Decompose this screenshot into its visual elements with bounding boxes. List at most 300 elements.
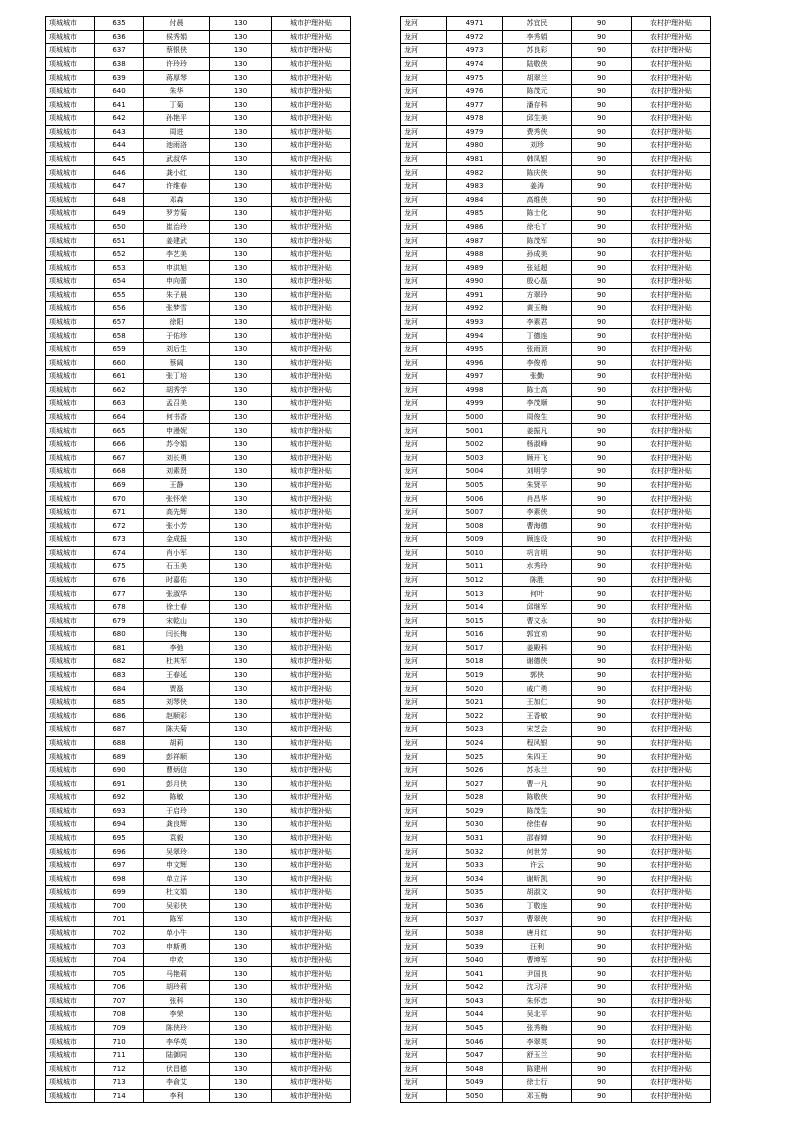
amount-cell: 130	[210, 709, 272, 723]
table-row	[401, 465, 711, 479]
name-cell: 谢昕凯	[503, 872, 572, 886]
region-cell: 项城城市	[46, 465, 95, 479]
serial-number-cell: 666	[95, 437, 144, 451]
serial-number-cell: 4981	[447, 152, 503, 166]
region-cell: 龙河	[401, 397, 447, 411]
table-row	[46, 790, 351, 804]
name-cell: 巩言明	[503, 546, 572, 560]
subsidy-type-cell: 农村护理补贴	[632, 139, 711, 153]
region-cell: 项城城市	[46, 614, 95, 628]
region-cell: 龙河	[401, 84, 447, 98]
serial-number-cell: 675	[95, 560, 144, 574]
subsidy-type-cell: 城市护理补贴	[272, 492, 351, 506]
name-cell: 谢德侠	[503, 655, 572, 669]
subsidy-type-cell: 城市护理补贴	[272, 370, 351, 384]
subsidy-type-cell: 农村护理补贴	[632, 736, 711, 750]
subsidy-type-cell: 城市护理补贴	[272, 953, 351, 967]
amount-cell: 130	[210, 614, 272, 628]
table-row	[401, 152, 711, 166]
amount-cell: 90	[572, 1062, 632, 1076]
table-row	[401, 274, 711, 288]
name-cell: 姜涛	[503, 179, 572, 193]
name-cell: 贾磊	[144, 682, 210, 696]
name-cell: 朱华	[144, 84, 210, 98]
subsidy-type-cell: 农村护理补贴	[632, 614, 711, 628]
table-row	[46, 1076, 351, 1090]
subsidy-type-cell: 农村护理补贴	[632, 682, 711, 696]
name-cell: 李艺美	[144, 247, 210, 261]
subsidy-type-cell: 城市护理补贴	[272, 44, 351, 58]
region-cell: 龙河	[401, 981, 447, 995]
serial-number-cell: 4973	[447, 44, 503, 58]
region-cell: 项城城市	[46, 994, 95, 1008]
right-subsidy-table	[400, 16, 711, 1103]
name-cell: 张淑华	[144, 587, 210, 601]
region-cell: 龙河	[401, 723, 447, 737]
subsidy-type-cell: 城市护理补贴	[272, 152, 351, 166]
table-row	[46, 139, 351, 153]
name-cell: 彭祥顺	[144, 750, 210, 764]
name-cell: 何书香	[144, 410, 210, 424]
table-row	[46, 234, 351, 248]
serial-number-cell: 4979	[447, 125, 503, 139]
table-row	[46, 505, 351, 519]
subsidy-type-cell: 城市护理补贴	[272, 994, 351, 1008]
subsidy-type-cell: 城市护理补贴	[272, 84, 351, 98]
serial-number-cell: 5031	[447, 831, 503, 845]
serial-number-cell: 701	[95, 913, 144, 927]
amount-cell: 130	[210, 125, 272, 139]
name-cell: 李茂顺	[503, 397, 572, 411]
table-row	[46, 342, 351, 356]
name-cell: 罗芳菊	[144, 207, 210, 221]
table-row	[46, 723, 351, 737]
table-row	[46, 750, 351, 764]
name-cell: 曹坤军	[503, 953, 572, 967]
amount-cell: 130	[210, 112, 272, 126]
amount-cell: 130	[210, 193, 272, 207]
amount-cell: 90	[572, 614, 632, 628]
subsidy-type-cell: 农村护理补贴	[632, 858, 711, 872]
serial-number-cell: 5034	[447, 872, 503, 886]
subsidy-type-cell: 农村护理补贴	[632, 465, 711, 479]
subsidy-type-cell: 城市护理补贴	[272, 1035, 351, 1049]
amount-cell: 90	[572, 166, 632, 180]
amount-cell: 90	[572, 1021, 632, 1035]
amount-cell: 130	[210, 600, 272, 614]
region-cell: 龙河	[401, 926, 447, 940]
name-cell: 唐月红	[503, 926, 572, 940]
region-cell: 龙河	[401, 886, 447, 900]
amount-cell: 130	[210, 777, 272, 791]
name-cell: 黄玉梅	[503, 302, 572, 316]
serial-number-cell: 5020	[447, 682, 503, 696]
subsidy-type-cell: 农村护理补贴	[632, 913, 711, 927]
subsidy-type-cell: 城市护理补贴	[272, 315, 351, 329]
subsidy-type-cell: 农村护理补贴	[632, 329, 711, 343]
table-row	[46, 478, 351, 492]
amount-cell: 90	[572, 492, 632, 506]
table-row	[401, 492, 711, 506]
subsidy-type-cell: 城市护理补贴	[272, 560, 351, 574]
name-cell: 赵顺彩	[144, 709, 210, 723]
subsidy-type-cell: 城市护理补贴	[272, 709, 351, 723]
table-row	[401, 71, 711, 85]
table-row	[401, 125, 711, 139]
table-row	[401, 560, 711, 574]
amount-cell: 130	[210, 1062, 272, 1076]
serial-number-cell: 668	[95, 465, 144, 479]
table-row	[46, 125, 351, 139]
serial-number-cell: 5047	[447, 1048, 503, 1062]
subsidy-type-cell: 农村护理补贴	[632, 1008, 711, 1022]
name-cell: 刘明学	[503, 465, 572, 479]
subsidy-type-cell: 城市护理补贴	[272, 695, 351, 709]
amount-cell: 130	[210, 981, 272, 995]
name-cell: 宋乾山	[144, 614, 210, 628]
name-cell: 丁菊	[144, 98, 210, 112]
serial-number-cell: 688	[95, 736, 144, 750]
serial-number-cell: 4978	[447, 112, 503, 126]
serial-number-cell: 5017	[447, 641, 503, 655]
name-cell: 单小牛	[144, 926, 210, 940]
amount-cell: 90	[572, 410, 632, 424]
serial-number-cell: 650	[95, 220, 144, 234]
amount-cell: 130	[210, 274, 272, 288]
region-cell: 项城城市	[46, 247, 95, 261]
region-cell: 项城城市	[46, 166, 95, 180]
amount-cell: 90	[572, 872, 632, 886]
subsidy-type-cell: 农村护理补贴	[632, 532, 711, 546]
name-cell: 王静	[144, 478, 210, 492]
subsidy-type-cell: 城市护理补贴	[272, 1021, 351, 1035]
serial-number-cell: 642	[95, 112, 144, 126]
name-cell: 彭月侠	[144, 777, 210, 791]
region-cell: 项城城市	[46, 600, 95, 614]
subsidy-type-cell: 城市护理补贴	[272, 71, 351, 85]
region-cell: 项城城市	[46, 750, 95, 764]
region-cell: 项城城市	[46, 913, 95, 927]
amount-cell: 130	[210, 573, 272, 587]
serial-number-cell: 676	[95, 573, 144, 587]
serial-number-cell: 647	[95, 179, 144, 193]
name-cell: 陈茂元	[503, 84, 572, 98]
table-row	[401, 478, 711, 492]
serial-number-cell: 654	[95, 274, 144, 288]
serial-number-cell: 4999	[447, 397, 503, 411]
amount-cell: 130	[210, 383, 272, 397]
region-cell: 龙河	[401, 736, 447, 750]
region-cell: 项城城市	[46, 587, 95, 601]
table-row	[401, 899, 711, 913]
subsidy-type-cell: 农村护理补贴	[632, 845, 711, 859]
subsidy-type-cell: 农村护理补贴	[632, 940, 711, 954]
region-cell: 龙河	[401, 492, 447, 506]
serial-number-cell: 663	[95, 397, 144, 411]
name-cell: 朱子晨	[144, 288, 210, 302]
name-cell: 李素君	[503, 315, 572, 329]
table-row	[46, 600, 351, 614]
region-cell: 项城城市	[46, 451, 95, 465]
name-cell: 沈习洋	[503, 981, 572, 995]
table-row	[401, 573, 711, 587]
amount-cell: 130	[210, 1089, 272, 1103]
serial-number-cell: 670	[95, 492, 144, 506]
region-cell: 龙河	[401, 1035, 447, 1049]
region-cell: 龙河	[401, 560, 447, 574]
amount-cell: 90	[572, 695, 632, 709]
name-cell: 朱贤平	[503, 478, 572, 492]
serial-number-cell: 4980	[447, 139, 503, 153]
amount-cell: 90	[572, 777, 632, 791]
name-cell: 张丁培	[144, 370, 210, 384]
name-cell: 陈士高	[503, 383, 572, 397]
amount-cell: 90	[572, 818, 632, 832]
amount-cell: 130	[210, 858, 272, 872]
subsidy-type-cell: 农村护理补贴	[632, 723, 711, 737]
serial-number-cell: 5036	[447, 899, 503, 913]
name-cell: 苏永兰	[503, 763, 572, 777]
serial-number-cell: 672	[95, 519, 144, 533]
serial-number-cell: 682	[95, 655, 144, 669]
amount-cell: 90	[572, 886, 632, 900]
table-row	[46, 641, 351, 655]
subsidy-type-cell: 农村护理补贴	[632, 695, 711, 709]
subsidy-type-cell: 农村护理补贴	[632, 1089, 711, 1103]
region-cell: 项城城市	[46, 899, 95, 913]
serial-number-cell: 4989	[447, 261, 503, 275]
name-cell: 李华英	[144, 1035, 210, 1049]
serial-number-cell: 5018	[447, 655, 503, 669]
region-cell: 龙河	[401, 872, 447, 886]
subsidy-type-cell: 农村护理补贴	[632, 193, 711, 207]
subsidy-type-cell: 城市护理补贴	[272, 166, 351, 180]
region-cell: 项城城市	[46, 668, 95, 682]
amount-cell: 130	[210, 1008, 272, 1022]
name-cell: 何世芳	[503, 845, 572, 859]
name-cell: 陈夫菊	[144, 723, 210, 737]
subsidy-type-cell: 农村护理补贴	[632, 315, 711, 329]
serial-number-cell: 5011	[447, 560, 503, 574]
serial-number-cell: 690	[95, 763, 144, 777]
region-cell: 项城城市	[46, 84, 95, 98]
table-row	[401, 913, 711, 927]
region-cell: 龙河	[401, 207, 447, 221]
serial-number-cell: 683	[95, 668, 144, 682]
subsidy-type-cell: 城市护理补贴	[272, 261, 351, 275]
amount-cell: 130	[210, 478, 272, 492]
name-cell: 曹海德	[503, 519, 572, 533]
serial-number-cell: 689	[95, 750, 144, 764]
serial-number-cell: 707	[95, 994, 144, 1008]
region-cell: 项城城市	[46, 641, 95, 655]
subsidy-type-cell: 城市护理补贴	[272, 777, 351, 791]
subsidy-type-cell: 农村护理补贴	[632, 437, 711, 451]
table-row	[401, 234, 711, 248]
name-cell: 丁德连	[503, 329, 572, 343]
serial-number-cell: 644	[95, 139, 144, 153]
subsidy-type-cell: 城市护理补贴	[272, 668, 351, 682]
name-cell: 马艳莉	[144, 967, 210, 981]
name-cell: 杜文娟	[144, 886, 210, 900]
table-row	[401, 519, 711, 533]
subsidy-type-cell: 农村护理补贴	[632, 750, 711, 764]
name-cell: 朱四王	[503, 750, 572, 764]
amount-cell: 130	[210, 98, 272, 112]
name-cell: 高先辉	[144, 505, 210, 519]
region-cell: 项城城市	[46, 492, 95, 506]
subsidy-type-cell: 农村护理补贴	[632, 560, 711, 574]
table-row	[46, 1035, 351, 1049]
serial-number-cell: 685	[95, 695, 144, 709]
serial-number-cell: 645	[95, 152, 144, 166]
table-row	[46, 1048, 351, 1062]
subsidy-type-cell: 城市护理补贴	[272, 641, 351, 655]
amount-cell: 130	[210, 207, 272, 221]
region-cell: 项城城市	[46, 152, 95, 166]
table-row	[401, 818, 711, 832]
region-cell: 龙河	[401, 342, 447, 356]
amount-cell: 130	[210, 139, 272, 153]
name-cell: 石玉美	[144, 560, 210, 574]
name-cell: 苏宜民	[503, 17, 572, 31]
region-cell: 项城城市	[46, 1021, 95, 1035]
table-row	[46, 899, 351, 913]
amount-cell: 130	[210, 872, 272, 886]
serial-number-cell: 5002	[447, 437, 503, 451]
region-cell: 龙河	[401, 329, 447, 343]
region-cell: 龙河	[401, 804, 447, 818]
subsidy-type-cell: 农村护理补贴	[632, 98, 711, 112]
serial-number-cell: 710	[95, 1035, 144, 1049]
amount-cell: 130	[210, 723, 272, 737]
amount-cell: 90	[572, 17, 632, 31]
region-cell: 龙河	[401, 641, 447, 655]
serial-number-cell: 677	[95, 587, 144, 601]
subsidy-type-cell: 农村护理补贴	[632, 424, 711, 438]
serial-number-cell: 657	[95, 315, 144, 329]
name-cell: 胡淑文	[503, 886, 572, 900]
subsidy-type-cell: 农村护理补贴	[632, 125, 711, 139]
amount-cell: 90	[572, 858, 632, 872]
name-cell: 刘后生	[144, 342, 210, 356]
serial-number-cell: 4986	[447, 220, 503, 234]
table-row	[46, 818, 351, 832]
serial-number-cell: 5039	[447, 940, 503, 954]
table-row	[46, 845, 351, 859]
table-row	[46, 560, 351, 574]
amount-cell: 90	[572, 193, 632, 207]
name-cell: 刘长勇	[144, 451, 210, 465]
region-cell: 龙河	[401, 994, 447, 1008]
table-row	[401, 777, 711, 791]
amount-cell: 130	[210, 655, 272, 669]
region-cell: 项城城市	[46, 655, 95, 669]
amount-cell: 130	[210, 831, 272, 845]
name-cell: 张怀荣	[144, 492, 210, 506]
region-cell: 项城城市	[46, 763, 95, 777]
serial-number-cell: 4995	[447, 342, 503, 356]
amount-cell: 90	[572, 329, 632, 343]
subsidy-type-cell: 农村护理补贴	[632, 288, 711, 302]
name-cell: 方翠玲	[503, 288, 572, 302]
name-cell: 陈茂军	[503, 234, 572, 248]
table-row	[46, 587, 351, 601]
table-row	[401, 207, 711, 221]
serial-number-cell: 702	[95, 926, 144, 940]
serial-number-cell: 5044	[447, 1008, 503, 1022]
subsidy-type-cell: 城市护理补贴	[272, 736, 351, 750]
name-cell: 胡翠兰	[503, 71, 572, 85]
serial-number-cell: 640	[95, 84, 144, 98]
region-cell: 项城城市	[46, 17, 95, 31]
region-cell: 项城城市	[46, 1048, 95, 1062]
region-cell: 项城城市	[46, 98, 95, 112]
region-cell: 龙河	[401, 546, 447, 560]
table-row	[401, 1076, 711, 1090]
amount-cell: 90	[572, 98, 632, 112]
region-cell: 龙河	[401, 655, 447, 669]
table-row	[401, 668, 711, 682]
name-cell: 付晨	[144, 17, 210, 31]
region-cell: 龙河	[401, 166, 447, 180]
table-row	[401, 247, 711, 261]
amount-cell: 130	[210, 790, 272, 804]
table-row	[46, 994, 351, 1008]
table-row	[401, 750, 711, 764]
serial-number-cell: 660	[95, 356, 144, 370]
subsidy-type-cell: 城市护理补贴	[272, 750, 351, 764]
name-cell: 郭宜劝	[503, 628, 572, 642]
subsidy-type-cell: 农村护理补贴	[632, 899, 711, 913]
name-cell: 陈茂生	[503, 804, 572, 818]
name-cell: 潘存科	[503, 98, 572, 112]
subsidy-type-cell: 城市护理补贴	[272, 845, 351, 859]
amount-cell: 90	[572, 234, 632, 248]
table-row	[401, 437, 711, 451]
amount-cell: 90	[572, 804, 632, 818]
amount-cell: 90	[572, 628, 632, 642]
amount-cell: 90	[572, 125, 632, 139]
name-cell: 孟召美	[144, 397, 210, 411]
amount-cell: 90	[572, 1076, 632, 1090]
subsidy-type-cell: 农村护理补贴	[632, 831, 711, 845]
serial-number-cell: 5027	[447, 777, 503, 791]
serial-number-cell: 708	[95, 1008, 144, 1022]
serial-number-cell: 698	[95, 872, 144, 886]
subsidy-type-cell: 农村护理补贴	[632, 926, 711, 940]
serial-number-cell: 5013	[447, 587, 503, 601]
name-cell: 苏良彩	[503, 44, 572, 58]
region-cell: 项城城市	[46, 682, 95, 696]
name-cell: 蒋厚琴	[144, 71, 210, 85]
name-cell: 孙成美	[503, 247, 572, 261]
amount-cell: 90	[572, 573, 632, 587]
name-cell: 伏昌德	[144, 1062, 210, 1076]
serial-number-cell: 653	[95, 261, 144, 275]
table-row	[401, 288, 711, 302]
region-cell: 项城城市	[46, 1035, 95, 1049]
amount-cell: 90	[572, 967, 632, 981]
region-cell: 龙河	[401, 614, 447, 628]
amount-cell: 130	[210, 818, 272, 832]
subsidy-type-cell: 城市护理补贴	[272, 763, 351, 777]
subsidy-type-cell: 农村护理补贴	[632, 628, 711, 642]
amount-cell: 130	[210, 234, 272, 248]
region-cell: 项城城市	[46, 940, 95, 954]
subsidy-type-cell: 农村护理补贴	[632, 274, 711, 288]
amount-cell: 90	[572, 519, 632, 533]
